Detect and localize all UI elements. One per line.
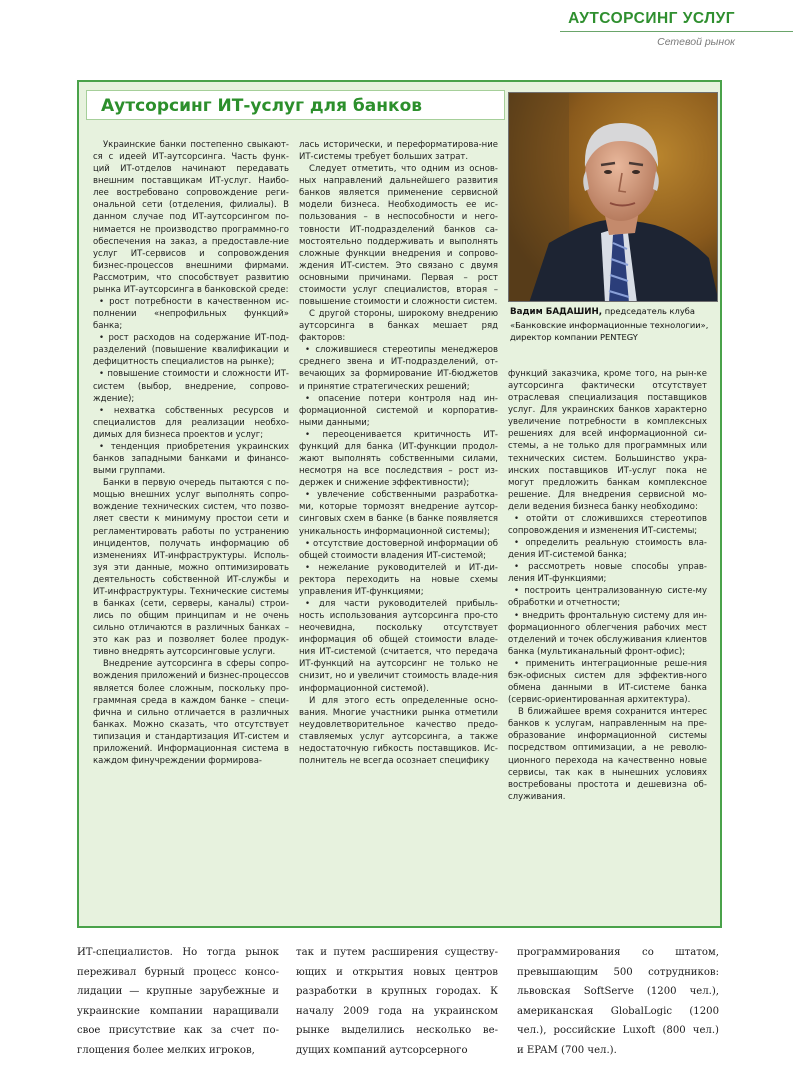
paragraph: Следует отметить, что одним из основ-ных направлений дальнейшего развития банков является применение сервисной модели бизнеса. Необходимость ее ис-пользования – в неспособности и него-товности ИТ-подразделений банков са-мостоятельно поддерживать и выполнять сложные функции внедрения и сопрово-ждения ИТ-систем. Это связано с двумя основными причинами. Первая – рост стоимости услуг специалистов, вторая – повышение стоимости и сложности систем. (299, 164, 498, 308)
section-subtitle: Сетевой рынок (657, 36, 735, 48)
paragraph: лась исторически, и переформатирова-ние ИТ-системы требует больших затрат. (299, 140, 498, 163)
bullet-item: • увлечение собственными разработка-ми, которые тормозят внедрение аутсор-синговых схем в банке (в банке появляется уникальность информационной системы); (299, 490, 498, 537)
body-line: ющих и открытия новых центров (296, 966, 498, 978)
body-line: американская GlobalLogic (1200 (517, 1005, 719, 1017)
body-line: львовская SoftServe (1200 чел.), (517, 986, 719, 998)
body-line: началу 2009 года на украинском (296, 1005, 498, 1017)
bullet-item: • опасение потери контроля над ин-формационной системой и корпоратив-ными данными; (299, 393, 498, 428)
paragraph: функций заказчика, кроме того, на рын-ке аутсорсинга фактически отсутствует отраслевая специализация поставщиков услуг. Для украинских банков характерно увеличение потребности в комплексных решениях для всей информационной си-стемы, а не только для программных или технических систем. Большинство укра-инских поставщиков ИТ-услуг пока не могут предложить банкам комплексное решение. Для внедрения сервисной мо-дели ведения бизнеса банку необходимо: (508, 369, 707, 512)
body-line: ИТ-специалистов. Но тогда рынок (77, 947, 279, 958)
body-line: переживал бурный процесс консо- (77, 966, 279, 978)
body-line: разработки в крупных городах. К (296, 986, 498, 998)
paragraph: Банки в первую очередь пытаются с по-мощью внешних услуг выполнять сопро-вождение технических систем, что позво-ляет свести к минимуму простои сети и регламентировать работы по устранению инцидентов, получать информацию об изменениях ИТ-инфраструктуры. Исполь-зуя эти данные, можно оптимизировать деятельность собственной ИТ-службы и ИТ-инфраструктуры. Технические системы в банках (сети, серверы, каналы) строи-лись по общим принципам и не очень сильно отличаются в различных банках – это как раз и позволяет более продук-тивно внедрять аутсорсинговые услуги. (93, 478, 289, 658)
bullet-item: • рост потребности в качественном ис-полнении «непрофильных функций» банка; (93, 297, 289, 332)
bullet-item: • отсутствие достоверной информации об общей стоимости владения ИТ-системой; (299, 538, 498, 561)
article-column-3 (508, 368, 707, 803)
body-line: свое присутствие как за счет по- (77, 1025, 279, 1037)
body-line: чел.), российские Luxoft (800 чел.) (517, 1025, 719, 1037)
paragraph: В ближайшее время сохранится интерес банков к услугам, направленным на пре-образование информационной системы посредством оптимизации, а не револю-ционного перехода на качественно новые сервисы, так как в нынешних условиях востребованы простота и дешевизна об-служивания. (508, 707, 707, 802)
bullet-item: • построить централизованную систе-му обработки и отчетности; (508, 586, 707, 609)
portrait-illustration (509, 93, 718, 302)
caption-role: председатель клуба «Банковские информационные технологии», директор компании PENTEGY (510, 306, 709, 342)
paragraph: И для этого есть определенные осно-вания. Многие участники рынка отметили неудовлетворительное качество предо-ставляемых услуг аутсорсинга, а также недостаточную гибкость поставщиков. Ис-полнитель не всегда осознает специфику (299, 695, 498, 766)
paragraph: Украинские банки постепенно свыкают-ся с идеей ИТ-аутсорсинга. Часть функ-ций ИТ-отделов начинают передавать внешним поставщикам ИТ-услуг. Наибо-лее востребовано сопровождение реги-ональной сети (отделения, филиалы). В данном случае под ИТ-аутсорсингом по-нимается не производство программно-го обеспечения на заказ, а предоставле-ние услуг ИТ-сервисов и сопровождения бизнес-процессов внешними фирмами. Рассмотрим, что способствует развитию рынка ИТ-аутсорсинга в банковской среде: (93, 140, 289, 295)
bullet-item: • для части руководителей прибыль-ность использования аутсорсинга про-сто неочевидна, поскольку отсутствует информация об общей стоимости владе-ния ИТ-системой (считается, что передача ИТ-функций на аутсорсинг не только не снизит, но и увеличит стоимость владе-ния информационной системой). (299, 598, 498, 694)
body-line: и EPAM (700 чел.). (517, 1044, 617, 1056)
header-rule (560, 31, 793, 32)
bullet-item: • внедрить фронтальную систему для ин-формационного облегчения рабочих мест отделений и точек обслуживания клиентов банка (мультиканальный фронт-офис); (508, 610, 707, 657)
photo-caption (510, 305, 718, 344)
article-column-1 (93, 139, 289, 767)
body-line: дущих компаний аутсорсерного (296, 1044, 468, 1056)
article-column-2 (299, 139, 498, 767)
body-column-2 (296, 943, 498, 1061)
bullet-item: • применить интеграционные реше-ния бэк-офисных систем для эффектив-ного обмена данными в ИТ-системе банка (сервис-ориентированная архитектура). (508, 658, 707, 706)
bullet-item: • рассмотреть новые способы управ-ления ИТ-функциями; (508, 562, 707, 585)
paragraph: Внедрение аутсорсинга в сферы сопро-вождения приложений и бизнес-процессов является более сложным, поскольку про-граммная среда в каждом банке – специ-фична и сильно отличается в различных банках. Можно сказать, что отсутствует типизация и стандартизация ИТ-систем и приложений. Информационная система в каждом финучреждении формирова- (93, 659, 289, 766)
caption-name: Вадим БАДАШИН, (510, 307, 603, 317)
portrait-photo (508, 92, 718, 302)
body-line: превышающим 500 сотрудников: (517, 966, 719, 978)
article-title-band (86, 90, 505, 120)
body-column-3 (517, 943, 719, 1061)
bullet-item: • тенденция приобретения украинских банков западными банками и финансо-выми группами. (93, 441, 289, 477)
body-line: рынке выделились несколько ве- (296, 1025, 498, 1037)
article-title: Аутсорсинг ИТ-услуг для банков (101, 96, 422, 116)
bullet-item: • сложившиеся стереотипы менеджеров среднего звена и ИТ-подразделений, от-вечающих за формирование ИТ-бюджетов и принятие стратегических решений; (299, 345, 498, 392)
bullet-item: • определить реальную стоимость вла-дения ИТ-системой банка; (508, 538, 707, 561)
body-line: украинские компании наращивали (77, 1005, 279, 1017)
body-column-1 (77, 943, 279, 1061)
bullet-item: • рост расходов на содержание ИТ-под-разделений (повышение квалификации и дефицитность специалистов на рынке); (93, 333, 289, 368)
article-box (77, 80, 722, 928)
paragraph: С другой стороны, широкому внедрению аутсорсинга в банках мешает ряд факторов: (299, 309, 498, 344)
body-line: программирования со штатом, (517, 947, 719, 958)
bullet-item: • переоценивается критичность ИТ-функций для банка (ИТ-функции продол-жают выполнять собственными силами, несмотря на все последствия – рост из-держек и снижение эффективности); (299, 429, 498, 489)
section-title: АУТСОРСИНГ УСЛУГ (568, 10, 735, 27)
running-head (568, 10, 735, 28)
body-line: так и путем расширения существу- (296, 947, 498, 958)
body-line: глощения более мелких игроков, (77, 1044, 255, 1056)
bullet-item: • нежелание руководителей и ИТ-ди-ректора переходить на новые схемы управления ИТ-функциями; (299, 562, 498, 597)
bullet-item: • отойти от сложившихся стереотипов сопровождения и изменения ИТ-системы; (508, 513, 707, 537)
bullet-item: • повышение стоимости и сложности ИТ-систем (выбор, внедрение, сопрово-ждение); (93, 369, 289, 404)
bullet-item: • нехватка собственных ресурсов и специалистов для реализации необхо-димых для бизнеса проектов и услуг; (93, 405, 289, 440)
body-line: лидации — крупные зарубежные и (77, 986, 279, 998)
